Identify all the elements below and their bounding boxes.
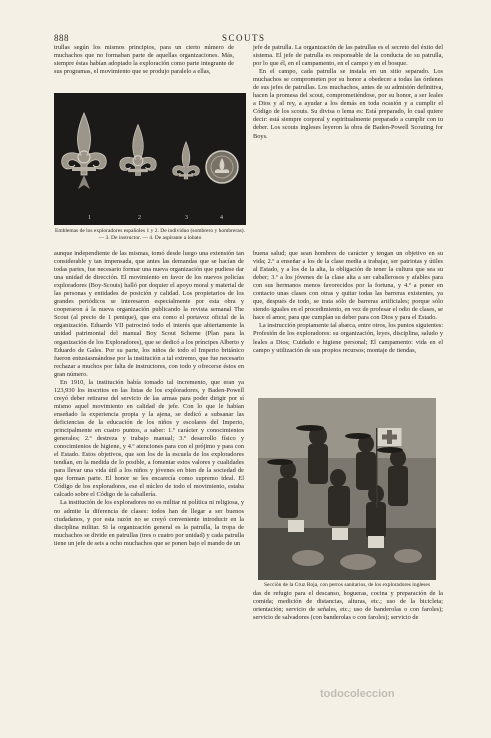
photo-caption: Sección de la Cruz Roja, con perros sanitarios, de los exploradores ingleses [263, 582, 431, 588]
paragraph: buena salud; que sean hombres de carácter y tengan un objetivo en su vida; 2.º a enseñar a los de la clase media a trabajar, ser patriotas y útiles al Estado, y a los de la alta, la obligación de tener la cultura que sea su deber; 3.º a los jóvenes de la clase alta a ser caballerosos y afables para con sus hermanos menos favorecidos por la fortuna, y 4.º a poner en contacto unas clases con otras y quitar todas las barreras existentes, ya que, después de todo, se trata sólo de barreras artificiales; porque sólo siendo iguales en el procedimiento, en vez de profesar el odio de clases, se hace el amor, para que cumplan su deber para con Dios y para el Estado. [253, 250, 443, 322]
column-right-top [253, 44, 443, 141]
column-left-bottom [54, 250, 244, 548]
column-right-middle [253, 250, 443, 355]
column-right-bottom [253, 590, 443, 622]
paragraph: das de refugio para el descanso, hogueras, cocina y preparación de la comida; medición de distancias, alturas, etc.; uso de la bicicleta; orientación; servicio de señales, etc.; uso de banderolas o con faroles); servicio de salvadores (con banderolas o con faroles); servicio de [253, 590, 443, 622]
round-badge-emblem [206, 151, 238, 183]
emblem-label-2: 2 [138, 215, 141, 221]
red-cross-photo [258, 398, 436, 580]
page-title: SCOUTS [222, 33, 266, 43]
emblems-image [54, 93, 246, 225]
paragraph: jefe de patrulla. La organización de las patrullas es el secreto del éxito del sistema. El jefe de patrulla es responsable de la conducta de su patrulla, por lo que él, en el campamento, en el campo y en el bosque. [253, 44, 443, 68]
emblem-label-1: 1 [88, 215, 91, 221]
photo-image [258, 398, 436, 580]
paragraph: aunque independiente de las mismas, tomó desde luego una extensión tan considerable y tan impensada, que antes las demandas que se hacían de todas partes, fue necesario formar una nueva organización que pudiese dar una unidad de dirección. El movimiento en favor de los nuevos policías exploradores (Boy-Scouts) halló por doquier el apoyo moral y material de las personas y entidades de posición y calidad. Los propietarios de los grandes periódicos se interesaron especialmente por esta obra y cooperaron á la nueva organización publicando la revista semanal The Scout (al precio de 1 penique), que era como el portavoz oficial de la organización. Eduardo VII patrocinó todo el interés que abiertamente la unidad patrimonial del manual Boy Scout Scheme (Plan para la organización de los Exploradores), que se dedicó a los príncipes Alberto y Eduardo de Gales. Por su parte, los niños de todo el Imperio británico fueron entusiasmándose por la institución a tal extremo, que fue necesario rechazar a muchos por falta de instructores, con todo y ofrecerse éstos en gran número. [54, 250, 244, 378]
paragraph: La instrucción propiamente tal abarca, entre otros, los puntos siguientes: Profesión de los exploradores: su organización, leyes, disciplina, saludo y leales a Dios; Cuidado e higiene personal; El campamento: vida en el campo y utilización de sus propios recursos; montaje de tiendas, [253, 322, 443, 354]
column-left-top [54, 44, 234, 76]
paragraph: En 1910, la institución había tomado tal incremento, que eran ya 123,930 los inscritos en las listas de los exploradores, y Baden-Powell creyó deber retirarse del servicio de las armas para poder dirigir por sí mismo aquel movimiento en calidad de jefe. Con lo que le habían enseñado la experiencia propia y la ajena, se dedicó a subsanar las deficiencias de la educación de los niños y escolares del Imperio, principalmente en cuatro puntos, a saber: 1.º carácter y conocimientos generales; 2.º destreza y trabajo manual; 3.º desarrollo físico y conocimientos de higiene, y 4.º atenciones para con el prójimo y para con el Estado. Estos objetivos, que son los de la escuela de los exploradores tendían, en la medida de lo posible, a fomentar estos valores y cualidades para llevar una vida útil a los niños y jóvenes en bien de la sociedad de que forman parte. El honor se les encarecía como supremo ideal. El Código de los exploradores, ese el núcleo de todo el movimiento, estaba calcado sobre el Código de la caballería. [54, 378, 244, 499]
emblem-label-4: 4 [220, 215, 223, 221]
emblem-label-3: 3 [185, 215, 188, 221]
paragraph: La institución de los exploradores no es militar ni política ni religiosa, y no admite la diferencia de clases: todos han de llegar a ser buenos ciudadanos, y por esta razón no se creyó conveniente introducir en la disciplina militar. Si la organización general es la patrulla, la tropa de muchachos se divide en patrullas (tres o cuatro por unidad) y cada patrulla tiene un jefe de seis a ocho muchachos que se ponen bajo el mando de un [54, 499, 244, 547]
page-number: 888 [54, 33, 69, 43]
emblems-caption: Emblemas de los exploradores españoles 1 y 2. De individuo (sombrero y hombreras). — 3. De instructor. — 4. De aspirante a lobato [54, 228, 245, 241]
paragraph: trullas según los mismos principios, para un cierto número de muchachos que no formaban parte de aquellas organizaciones. Más, siempre éstas habían adoptado la exploración como parte integrante de sus programas, el movimiento que se produjo paralelo a ellas, [54, 44, 234, 76]
watermark: todocoleccion [320, 688, 395, 700]
paragraph: En el campo, cada patrulla se instala en un sitio separado. Los muchachos se comprometen por su honor a obedecer a todas las órdenes de sus jefes de patrullas. Los muchachos, antes de su admisión definitiva, hacen la promesa del scout, comprometiéndose, por su honor, a ser leales a Dios y al rey, a ayudar a los demás en toda ocasión y a cumplir el Código de los scouts. Su divisa o lema es: Está preparado, lo cual quiere decir: está siempre corporal y espiritualmente preparado a cumplir con tu deber. Los scouts ingleses leyeron la obra de Baden-Powell Scouting for Boys. [253, 68, 443, 140]
emblems-figure [54, 93, 246, 225]
